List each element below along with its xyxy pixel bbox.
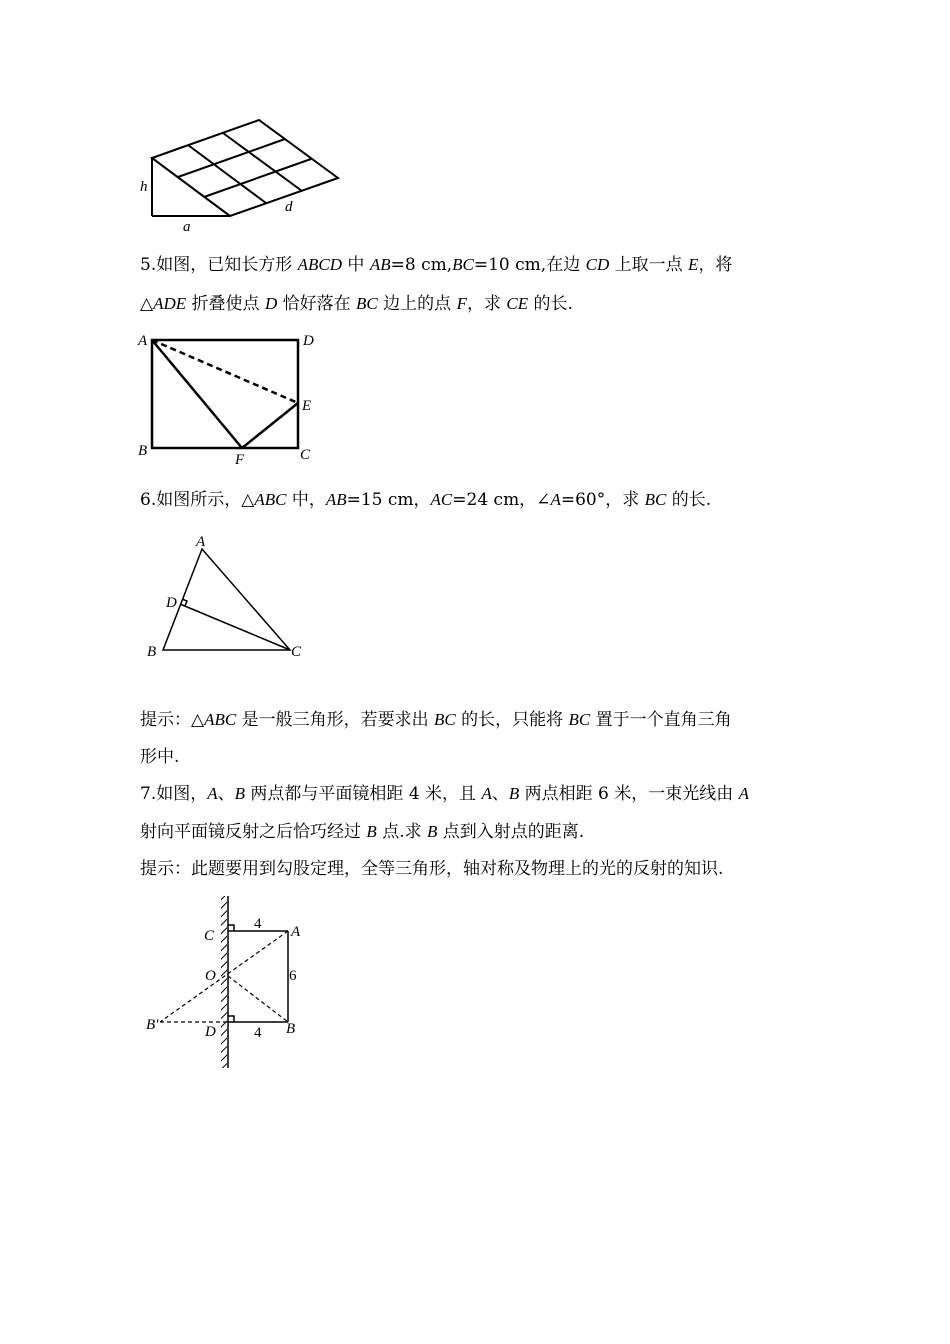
value-right-6: 6 [289,968,297,984]
problem6-line1 [140,483,820,517]
math-variable: AB [369,255,391,274]
text-segment: 是一般三角形，若要求出 [236,710,434,730]
label-C: C [291,644,302,660]
math-variable: D [264,294,278,313]
math-variable: AC [430,490,453,509]
math-variable: E [688,255,699,274]
text-segment: 、 [217,784,235,804]
text-segment: 置于一个直角三角 [590,710,732,730]
text-segment: △ [140,294,154,314]
text-segment: 的长. [666,490,712,510]
text-segment: =24 cm，∠ [452,490,551,510]
rectangle-fold-figure [134,328,324,466]
text-segment: 的长，只能将 [455,710,569,730]
text-segment: 提示：此题要用到勾股定理，全等三角形，轴对称及物理上的光的反射的知识. [140,859,724,879]
text-segment: ，将 [698,255,733,275]
text-segment: 的长. [528,294,573,314]
text-segment: =60°，求 [560,490,645,510]
text-segment: 边上的点 [377,294,457,314]
math-variable: B [234,784,246,803]
problem5-line1 [140,248,820,282]
text-segment: ，求 [466,294,507,314]
math-variable: CD [585,255,610,274]
text-segment: 提示：△ [140,710,205,730]
label-A: A [196,534,206,550]
math-variable: B [427,822,438,841]
value-bottom-4: 4 [254,1025,262,1041]
text-segment: 点到入射点的距离. [437,822,585,842]
label-C: C [300,447,311,463]
math-variable: BC [356,294,378,313]
math-variable: B [508,784,520,803]
problem7-hint [140,852,820,886]
math-variable: CE [506,294,529,313]
math-variable: BC [452,255,474,274]
math-variable: BC [568,710,591,729]
text-segment: 中， [286,490,326,510]
problem6-hint-line2 [140,740,820,774]
label-F: F [235,452,245,468]
problem7-line2 [140,815,820,849]
label-D: D [205,1024,216,1040]
problem5-number: 5. [140,255,157,275]
text-segment: 如图， [156,784,208,804]
label-h: h [140,179,148,195]
text-segment: 如图所示，△ [156,490,255,510]
text-segment: 中 [342,255,370,275]
math-variable: ADE [153,294,187,313]
label-O: O [205,968,216,984]
label-A: A [291,924,301,940]
problem6-number: 6. [140,490,157,510]
math-variable: A [738,784,750,803]
text-segment: 、 [491,784,509,804]
math-variable: F [456,294,467,313]
math-variable: A [207,784,218,803]
label-a: a [183,219,191,235]
label-D: D [166,595,177,611]
text-segment: 射向平面镜反射之后恰巧经过 [140,822,367,842]
math-variable: ABC [204,710,237,729]
math-variable: A [481,784,492,803]
text-segment: 折叠使点 [186,294,265,314]
label-C: C [204,928,215,944]
mirror-reflection-figure [140,892,310,1070]
triangle-figure [144,528,310,662]
mirror-hatching [221,896,227,1068]
label-B-prime: B' [146,1017,159,1033]
text-segment: =8 cm, [390,255,453,275]
label-B: B [138,443,148,459]
math-variable: BC [644,490,667,509]
text-segment: 形中. [140,747,180,767]
text-segment: 两点都与平面镜相距 4 米，且 [245,784,482,804]
label-d: d [285,199,293,215]
math-variable: A [550,490,561,509]
text-segment: 点.求 [376,822,428,842]
text-segment: =15 cm， [346,490,431,510]
problem7-line1 [140,777,820,811]
math-variable: ABC [254,490,287,509]
text-segment: 上取一点 [609,255,689,275]
text-segment: 两点相距 6 米，一束光线由 [519,784,739,804]
text-segment: 如图，已知长方形 [156,255,298,275]
text-segment: =10 cm,在边 [473,255,586,275]
problem5-line2 [140,287,820,321]
label-B: B [286,1021,296,1037]
math-variable: BC [434,710,456,729]
text-segment: 恰好落在 [277,294,357,314]
problem7-number: 7. [140,784,157,804]
problem6-hint-line1 [140,703,820,737]
math-variable: B [366,822,377,841]
ramp-figure [138,112,348,234]
label-B: B [147,644,157,660]
label-D: D [303,333,314,349]
value-top-4: 4 [254,916,262,932]
label-E: E [302,398,312,414]
math-variable: ABCD [297,255,343,274]
label-A: A [138,333,148,349]
math-variable: AB [325,490,347,509]
